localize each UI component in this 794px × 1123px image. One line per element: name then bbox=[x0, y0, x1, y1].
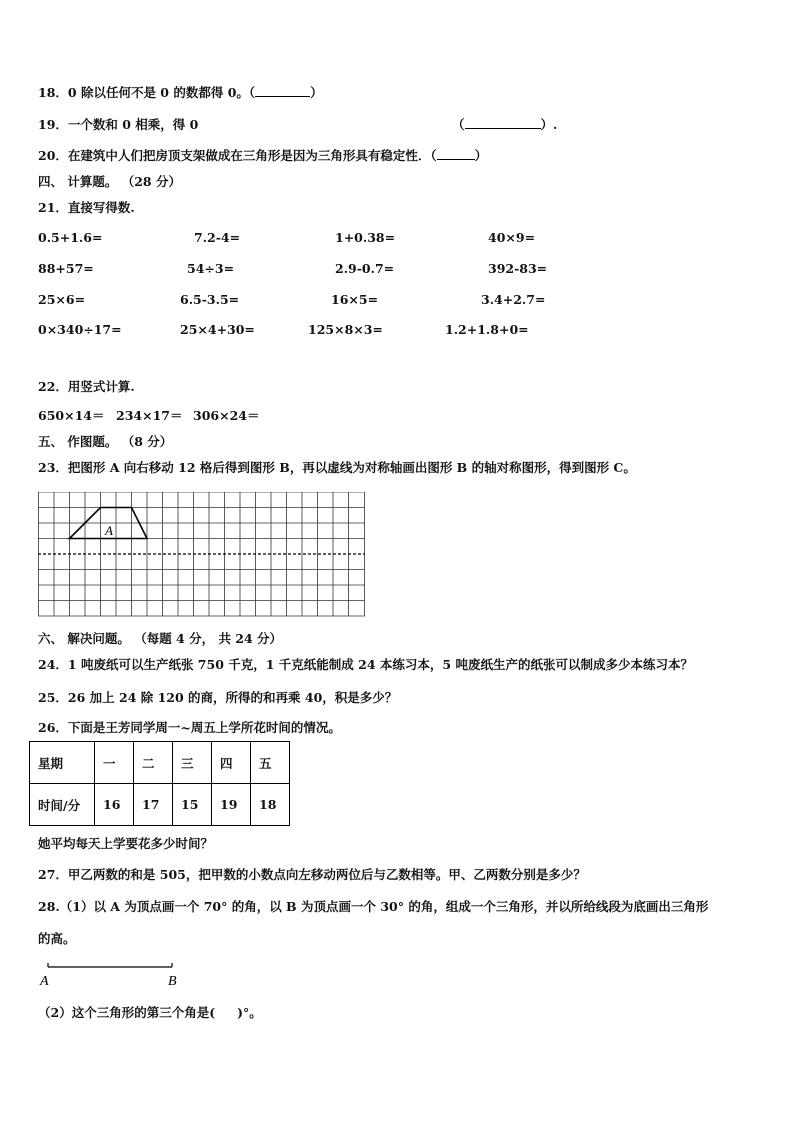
calc-item: 16×5= bbox=[331, 292, 379, 307]
question-19 bbox=[38, 115, 198, 133]
calc-item: 88+57= bbox=[38, 261, 94, 276]
q28-line1: 28.（1）以 A 为顶点画一个 70° 的角，以 B 为顶点画一个 30° 的角，组成一个三角形，并以所给线段为底画出三角形 bbox=[38, 899, 709, 914]
q18-answer-blank[interactable] bbox=[255, 96, 310, 97]
table-cell: 15 bbox=[173, 784, 212, 826]
commute-time-table bbox=[29, 741, 290, 826]
q19-answer-blank[interactable] bbox=[465, 128, 541, 129]
q26-question: 她平均每天上学要花多少时间？ bbox=[38, 836, 214, 851]
calc-item: 25×4+30= bbox=[180, 322, 255, 337]
table-cell: 一 bbox=[95, 742, 134, 784]
q25-text: 25．26 加上 24 除 120 的商，所得的和再乘 40，积是多少？ bbox=[38, 690, 398, 705]
point-a-label: A bbox=[40, 974, 49, 988]
q22-title: 22．用竖式计算. bbox=[38, 379, 135, 394]
q18-number: 18． bbox=[38, 85, 68, 100]
section-4-title: 四、 计算题。 （28 分） bbox=[38, 174, 181, 189]
q28-part2 bbox=[38, 1003, 262, 1021]
table-cell: 16 bbox=[95, 784, 134, 826]
segment-ab[interactable] bbox=[38, 958, 188, 988]
section-5-title: 五、 作图题。 （8 分） bbox=[38, 434, 173, 449]
q19-text: 一个数和 0 相乘，得 0 bbox=[67, 117, 199, 132]
calc-item: 0×340÷17= bbox=[38, 322, 122, 337]
question-20 bbox=[38, 146, 487, 164]
vertical-calc-item: 306×24＝ bbox=[193, 408, 260, 423]
table-cell: 19 bbox=[212, 784, 251, 826]
table-cell: 五 bbox=[251, 742, 290, 784]
calc-item: 7.2-4= bbox=[194, 230, 241, 245]
table-cell: 三 bbox=[173, 742, 212, 784]
table-cell: 17 bbox=[134, 784, 173, 826]
q28-line2: 的高。 bbox=[38, 931, 76, 946]
question-18 bbox=[38, 83, 323, 101]
calc-item: 6.5-3.5= bbox=[180, 292, 240, 307]
table-cell: 时间/分 bbox=[30, 784, 95, 826]
table-cell: 星期 bbox=[30, 742, 95, 784]
q20-end: ） bbox=[474, 148, 488, 163]
q28-part2-post: )°。 bbox=[237, 1005, 262, 1020]
vertical-calc-item: 234×17＝ bbox=[116, 408, 183, 423]
q19-end: ）. bbox=[540, 117, 558, 132]
table-cell: 四 bbox=[212, 742, 251, 784]
calc-item: 392-83= bbox=[488, 261, 548, 276]
calc-item: 54÷3= bbox=[187, 261, 235, 276]
calc-item: 40×9= bbox=[488, 230, 536, 245]
q19-answer-area bbox=[452, 115, 557, 133]
table-cell: 18 bbox=[251, 784, 290, 826]
q19-number: 19． bbox=[38, 117, 68, 132]
table-row bbox=[30, 784, 290, 826]
calc-item: 25×6= bbox=[38, 292, 86, 307]
calc-item: 1.2+1.8+0= bbox=[445, 322, 529, 337]
vertical-calc-item: 650×14＝ bbox=[38, 408, 105, 423]
table-cell: 二 bbox=[134, 742, 173, 784]
shape-a-label: A bbox=[105, 523, 113, 538]
drawing-grid[interactable] bbox=[38, 492, 366, 617]
q28-part2-pre: （2）这个三角形的第三个角是( bbox=[38, 1005, 216, 1020]
calc-item: 0.5+1.6= bbox=[38, 230, 103, 245]
q21-title: 21．直接写得数. bbox=[38, 200, 135, 215]
q18-text: 0 除以任何不是 0 的数都得 0。（ bbox=[67, 85, 256, 100]
calc-item: 3.4+2.7= bbox=[481, 292, 546, 307]
calc-item: 2.9-0.7= bbox=[335, 261, 395, 276]
q27-text: 27．甲乙两数的和是 505，把甲数的小数点向左移动两位后与乙数相等。甲、乙两数分别是多少？ bbox=[38, 867, 586, 882]
q19-open: （ bbox=[452, 117, 465, 132]
q18-end: ） bbox=[310, 85, 323, 100]
point-b-label: B bbox=[168, 974, 177, 988]
q20-text: 在建筑中人们把房顶支架做成在三角形是因为三角形具有稳定性．（ bbox=[67, 148, 437, 163]
calc-item: 1+0.38= bbox=[335, 230, 396, 245]
table-header-row bbox=[30, 742, 290, 784]
section-6-title: 六、 解决问题。 （每题 4 分， 共 24 分） bbox=[38, 631, 283, 646]
q20-number: 20． bbox=[38, 148, 68, 163]
q20-answer-blank[interactable] bbox=[437, 159, 475, 160]
q23-text: 23．把图形 A 向右移动 12 格后得到图形 B，再以虚线为对称轴画出图形 B 的轴对称图形，得到图形 C。 bbox=[38, 460, 636, 475]
q24-text: 24．1 吨废纸可以生产纸张 750 千克，1 千克纸能制成 24 本练习本，5 吨废纸生产的纸张可以制成多少本练习本？ bbox=[38, 657, 693, 672]
q26-text: 26．下面是王芳同学周一~周五上学所花时间的情况。 bbox=[38, 720, 341, 735]
calc-item: 125×8×3= bbox=[308, 322, 383, 337]
